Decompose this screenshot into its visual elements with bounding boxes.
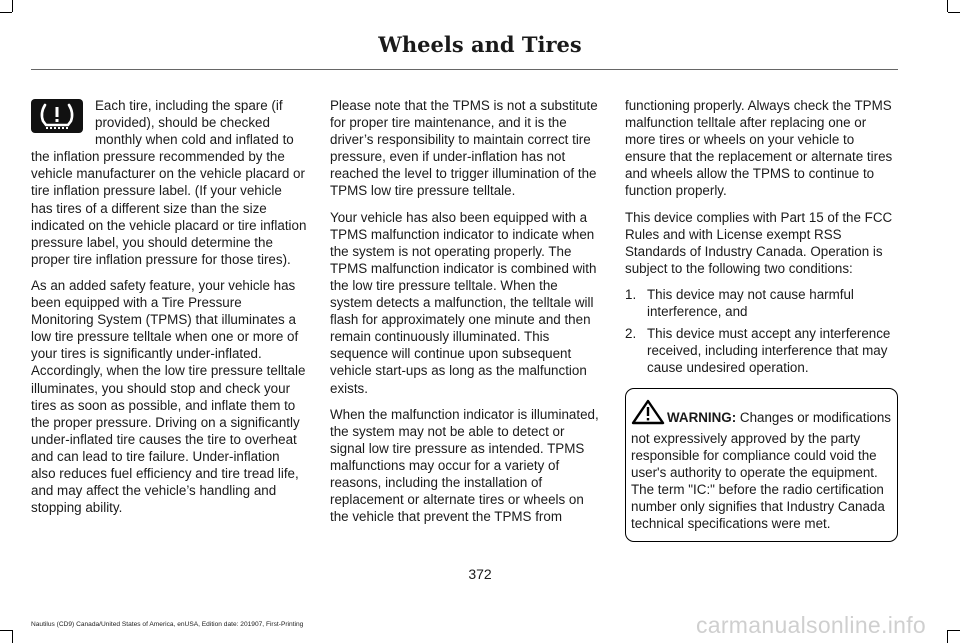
crop-mark — [0, 630, 12, 631]
crop-mark — [0, 12, 12, 13]
paragraph: Each tire, including the spare (if provided), should be checked monthly when cold and inflated to the inflation pressure recommended by the vehicle manufacturer on the vehicle placard or tire inflation pressure label. (If your vehicle has tires of a different size than the size indicated on the vehicle placard or tire inflation pressure label, you should determine the proper tire inflation pressure for those tires). — [31, 98, 307, 267]
page-number: 372 — [468, 566, 492, 582]
conditions-list — [625, 286, 898, 376]
warning-triangle-icon — [631, 399, 665, 429]
column-2 — [330, 97, 602, 534]
crop-mark — [947, 0, 948, 12]
paragraph: Please note that the TPMS is not a substitute for proper tire maintenance, and it is the driver’s responsibility to maintain correct tire pressure, even if under-inflation has not reached the level to trigger illumination of the TPMS low tire pressure telltale. — [330, 98, 598, 199]
crop-mark — [947, 630, 948, 643]
list-item — [625, 325, 898, 376]
edition-footer: Nautilus (CD9) Canada/United States of America, enUSA, Edition date: 201907, First-Printing — [31, 621, 304, 628]
crop-mark — [948, 12, 960, 13]
column-1 — [31, 97, 307, 525]
header-rule — [31, 69, 898, 70]
paragraph: Your vehicle has also been equipped with a TPMS malfunction indicator to indicate when the system is not operating properly. The TPMS malfunction indicator is combined with the low tire pressure telltale. When the system detects a malfunction, the telltale will flash for approximately one minute and then remain continuously illuminated. This sequence will continue upon subsequent vehicle start-ups as long as the malfunction exists. — [330, 209, 597, 396]
list-text: This device must accept any interference received, including interference that may cause undesired operation. — [647, 326, 891, 376]
crop-mark — [12, 630, 13, 643]
column-3 — [625, 97, 898, 542]
paragraph: When the malfunction indicator is illuminated, the system may not be able to detect or signal low tire pressure as intended. TPMS malfunctions may occur for a variety of reasons, including the installation of replacement or alternate tires or wheels on the vehicle that prevent the TPMS from — [330, 406, 599, 525]
warning-text: Changes or modifications not expressively approved by the party responsible for compliance could void the user's authority to operate the equipment. The term "IC:" before the radio certification number only signifies that Industry Canada technical specifications were met. — [631, 410, 892, 531]
list-number: 1. — [625, 286, 637, 302]
list-text: This device may not cause harmful interference, and — [647, 286, 854, 320]
crop-mark — [948, 630, 960, 631]
crop-mark — [12, 0, 13, 12]
page-title: Wheels and Tires — [378, 32, 582, 57]
paragraph: functioning properly. Always check the TPMS malfunction telltale after replacing one or more tires or wheels on your vehicle to ensure that the replacement or alternate tires and wheels allow the TPMS to continue to function properly. — [625, 98, 893, 199]
watermark: carmanualsonline.info — [695, 612, 926, 638]
list-item — [625, 286, 898, 320]
warning-label: WARNING: — [667, 410, 737, 426]
paragraph: This device complies with Part 15 of the FCC Rules and with License exempt RSS Standards of Industry Canada. Operation is subject to the following two conditions: — [625, 209, 893, 276]
list-number: 2. — [625, 326, 637, 342]
paragraph: As an added safety feature, your vehicle has been equipped with a Tire Pressure Monitoring System (TPMS) that illuminates a low tire pressure telltale when one or more of your tires is significantly under-inflated. Accordingly, when the low tire pressure telltale illuminates, you should stop and check your tires as soon as possible, and inflate them to the proper pressure. Driving on a significantly under-inflated tire causes the tire to overheat and can lead to tire failure. Under-inflation also reduces fuel efficiency and tire tread life, and may affect the vehicle’s handling and stopping ability. — [31, 277, 306, 516]
warning-box — [625, 388, 898, 542]
tire-pressure-warning-icon — [31, 99, 83, 133]
